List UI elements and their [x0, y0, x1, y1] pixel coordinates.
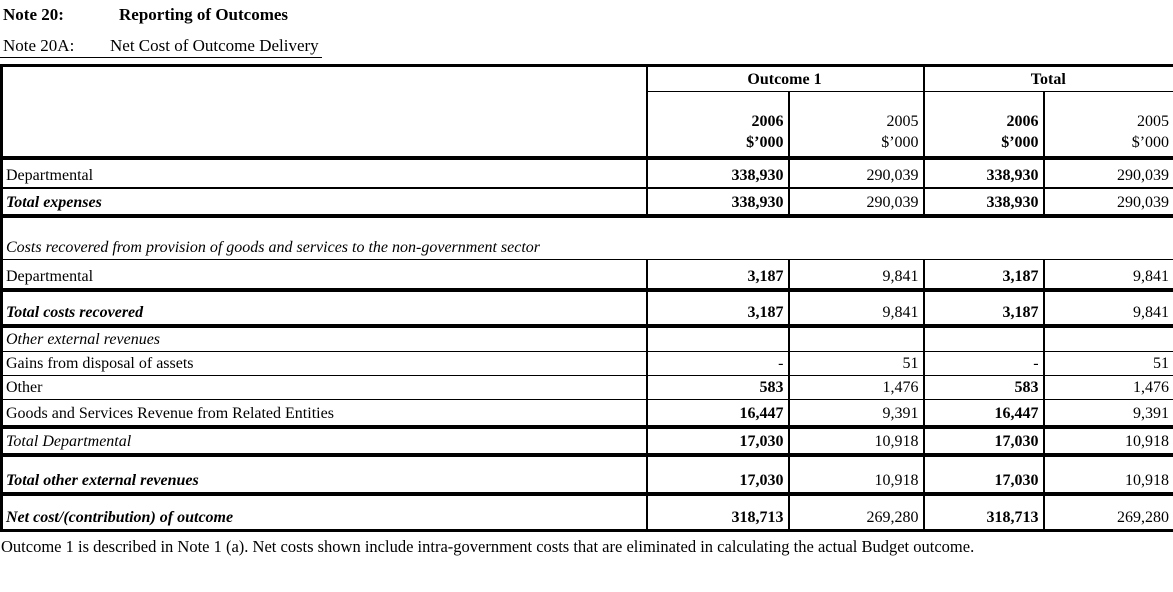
- row-label: Gains from disposal of assets: [2, 352, 647, 376]
- cell-outcome1-2006: 318,713: [647, 494, 789, 531]
- cell-total-2006: 17,030: [924, 455, 1044, 494]
- cell-total-2005: 9,391: [1044, 400, 1173, 427]
- net-cost-of-outcome-table: [0, 64, 1173, 532]
- note-number: Note 20:: [3, 5, 64, 24]
- cell-total-2006: 338,930: [924, 158, 1044, 188]
- cell-outcome1-2005: 51: [789, 352, 924, 376]
- cell-total-2005: 51: [1044, 352, 1173, 376]
- unit-label: $’000: [1001, 133, 1039, 151]
- table-row-net-cost-of-outcome: [2, 494, 1173, 531]
- row-label: Net cost/(contribution) of outcome: [6, 509, 234, 526]
- table-footnote: Outcome 1 is described in Note 1 (a). Net costs shown include intra-government costs that are eliminated in calculating the actual Budget outcome.: [1, 537, 975, 556]
- cell-outcome1-2006: 17,030: [647, 455, 789, 494]
- table-row-departmental-costs-recovered: [2, 260, 1173, 290]
- row-label: Other external revenues: [2, 326, 647, 352]
- cell-outcome1-2006: 3,187: [647, 290, 789, 326]
- subnote-heading: [0, 36, 1173, 58]
- header-total-2005: [1044, 92, 1173, 158]
- header-outcome1-2005: [789, 92, 924, 158]
- cell-total-2005: 1,476: [1044, 376, 1173, 400]
- cell-total-2005: 269,280: [1044, 494, 1173, 531]
- cell-total-2006: 3,187: [924, 290, 1044, 326]
- header-outcome1-2006: [647, 92, 789, 158]
- column-group-total: Total: [924, 66, 1173, 92]
- table-row-other: [2, 376, 1173, 400]
- row-label: Total costs recovered: [2, 290, 647, 326]
- cell-total-2005: 290,039: [1044, 158, 1173, 188]
- cell-outcome1-2006: -: [647, 352, 789, 376]
- table-row-total-costs-recovered: [2, 290, 1173, 326]
- cell-total-2005: 10,918: [1044, 427, 1173, 455]
- document-page: [0, 5, 1173, 592]
- cell-total-2006: [924, 326, 1044, 352]
- table-row-other-external-revenues-heading: [2, 326, 1173, 352]
- cell-total-2006: 583: [924, 376, 1044, 400]
- row-label: Goods and Services Revenue from Related Entities: [2, 400, 647, 427]
- table-row-total-other-external-revenues: [2, 455, 1173, 494]
- cell-total-2005: 290,039: [1044, 188, 1173, 216]
- cell-total-2005: [1044, 326, 1173, 352]
- cell-outcome1-2005: 10,918: [789, 427, 924, 455]
- cell-outcome1-2005: 269,280: [789, 494, 924, 531]
- cell-outcome1-2005: 290,039: [789, 158, 924, 188]
- unit-label: $’000: [881, 133, 919, 151]
- table-row-goods-services-related-entities: [2, 400, 1173, 427]
- row-label: Total other external revenues: [2, 455, 647, 494]
- cell-total-2006: 3,187: [924, 260, 1044, 290]
- header-total-2006: [924, 92, 1044, 158]
- subnote-number: Note 20A:: [3, 36, 75, 55]
- cell-total-2005: 9,841: [1044, 290, 1173, 326]
- column-group-header-row: [2, 66, 1173, 92]
- table-row-departmental-expenses: [2, 158, 1173, 188]
- note-heading: [3, 5, 1173, 25]
- cell-outcome1-2005: 1,476: [789, 376, 924, 400]
- section-heading: Costs recovered from provision of goods and services to the non-government sector: [2, 216, 1173, 260]
- row-label: Total expenses: [2, 188, 647, 216]
- cell-total-2006: 16,447: [924, 400, 1044, 427]
- unit-label: $’000: [746, 133, 784, 151]
- cell-total-2006: 338,930: [924, 188, 1044, 216]
- year-label: 2006: [1006, 112, 1039, 130]
- cell-outcome1-2006: 583: [647, 376, 789, 400]
- column-group-outcome1: Outcome 1: [647, 66, 924, 92]
- cell-outcome1-2006: 3,187: [647, 260, 789, 290]
- year-label: 2005: [1137, 112, 1170, 130]
- cell-outcome1-2005: 9,841: [789, 260, 924, 290]
- row-label: Departmental: [2, 158, 647, 188]
- cell-outcome1-2006: 338,930: [647, 188, 789, 216]
- cell-outcome1-2006: [647, 326, 789, 352]
- note-title-text: Reporting of Outcomes: [119, 5, 289, 24]
- header-label-cell: [2, 66, 647, 158]
- subnote-underline: [0, 36, 322, 58]
- year-label: 2006: [751, 112, 784, 130]
- row-label: Departmental: [2, 260, 647, 290]
- cell-outcome1-2005: 9,841: [789, 290, 924, 326]
- cell-total-2006: 17,030: [924, 427, 1044, 455]
- table-row-gains-disposal-assets: [2, 352, 1173, 376]
- cell-outcome1-2005: 10,918: [789, 455, 924, 494]
- cell-total-2005: 10,918: [1044, 455, 1173, 494]
- cell-outcome1-2005: 9,391: [789, 400, 924, 427]
- cell-total-2006: -: [924, 352, 1044, 376]
- cell-outcome1-2006: 16,447: [647, 400, 789, 427]
- cell-total-2005: 9,841: [1044, 260, 1173, 290]
- subnote-title-text: Net Cost of Outcome Delivery: [110, 36, 319, 55]
- unit-label: $’000: [1131, 133, 1170, 151]
- year-label: 2005: [886, 112, 919, 130]
- table-row-total-departmental: [2, 427, 1173, 455]
- table-row-costs-recovered-section: [2, 216, 1173, 260]
- cell-outcome1-2005: 290,039: [789, 188, 924, 216]
- row-label: Other: [2, 376, 647, 400]
- table-row-total-expenses: [2, 188, 1173, 216]
- cell-outcome1-2006: 338,930: [647, 158, 789, 188]
- cell-outcome1-2006: 17,030: [647, 427, 789, 455]
- row-label: Total Departmental: [2, 427, 647, 455]
- cell-outcome1-2005: [789, 326, 924, 352]
- cell-total-2006: 318,713: [924, 494, 1044, 531]
